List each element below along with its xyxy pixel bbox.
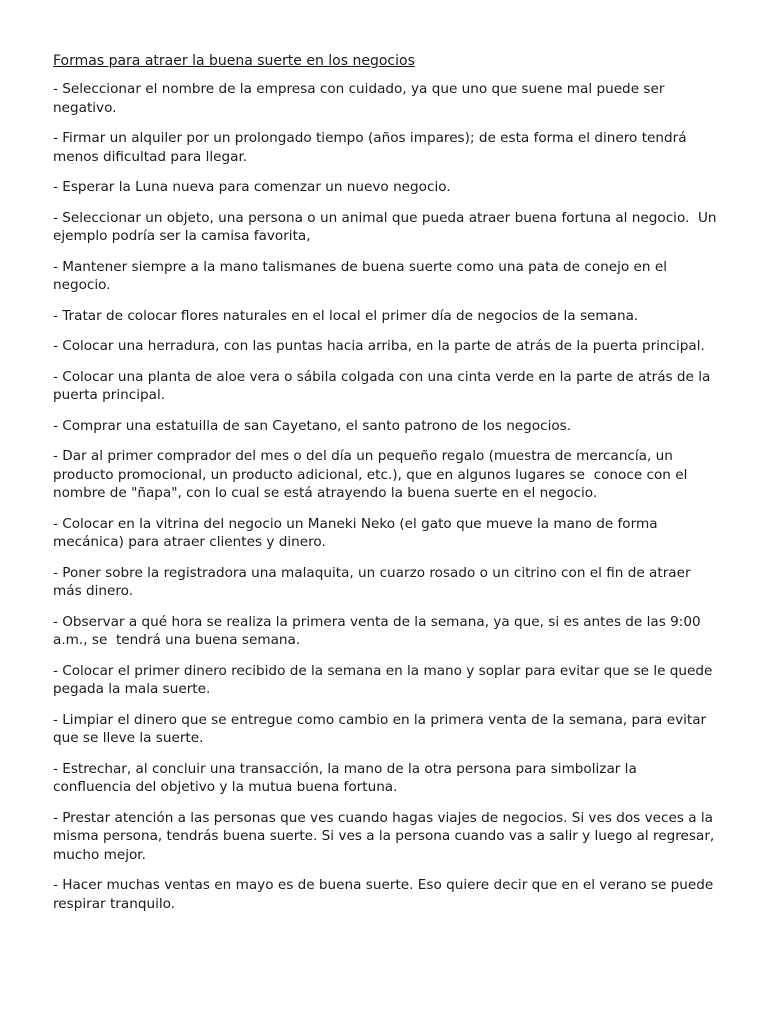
list-item: - Comprar una estatuilla de san Cayetano, el santo patrono de los negocios.	[53, 417, 572, 434]
list-item: - Dar al primer comprador del mes o del día un pequeño regalo (muestra de mercancía, un producto promocional, un producto adicional, etc.), que en algunos lugares se conoce con el nombre de "ñapa", con lo cual se está atrayendo la buena suerte en el negocio.	[53, 448, 692, 501]
list-item: - Seleccionar un objeto, una persona o un animal que pueda atraer buena fortuna al negocio. Un ejemplo podría ser la camisa favorita,	[53, 209, 721, 244]
list-item: - Mantener siempre a la mano talismanes de buena suerte como una pata de conejo en el negocio.	[53, 258, 672, 293]
list-item: - Colocar una planta de aloe vera o sábila colgada con una cinta verde en la parte de atrás de la puerta principal.	[53, 368, 715, 403]
list-item: - Tratar de colocar flores naturales en el local el primer día de negocios de la semana.	[53, 307, 639, 324]
list-item: - Seleccionar el nombre de la empresa con cuidado, ya que uno que suene mal puede ser negativo.	[53, 81, 669, 116]
list-item: - Firmar un alquiler por un prolongado tiempo (años impares); de esta forma el dinero tendrá menos dificultad para llegar.	[53, 130, 691, 165]
list-item: - Poner sobre la registradora una malaquita, un cuarzo rosado o un citrino con el fin de atraer más dinero.	[53, 564, 695, 599]
document-title: Formas para atraer la buena suerte en los negocios	[53, 53, 415, 69]
list-item: - Esperar la Luna nueva para comenzar un nuevo negocio.	[53, 179, 451, 195]
list-item: - Hacer muchas ventas en mayo es de buena suerte. Eso quiere decir que en el verano se puede respirar tranquilo.	[53, 877, 718, 912]
list-item: - Colocar una herradura, con las puntas hacia arriba, en la parte de atrás de la puerta principal.	[53, 338, 705, 354]
document-page	[53, 52, 721, 925]
list-item: - Prestar atención a las personas que ves cuando hagas viajes de negocios. Si ves dos veces a la misma persona, tendrás buena suerte. Si ves a la persona cuando vas a salir y luego al regresar, mucho mejor.	[53, 809, 719, 863]
list-item: - Colocar el primer dinero recibido de la semana en la mano y soplar para evitar que se le quede pegada la mala suerte.	[53, 662, 717, 697]
list-item: - Observar a qué hora se realiza la primera venta de la semana, ya que, si es antes de las 9:00 a.m., se tendrá una buena semana.	[53, 613, 705, 648]
list-item: - Colocar en la vitrina del negocio un Maneki Neko (el gato que mueve la mano de forma mecánica) para atraer clientes y dinero.	[53, 515, 662, 550]
list-item: - Estrechar, al concluir una transacción, la mano de la otra persona para simbolizar la confluencia del objetivo y la mutua buena fortuna.	[53, 760, 642, 795]
list-item: - Limpiar el dinero que se entregue como cambio en la primera venta de la semana, para evitar que se lleve la suerte.	[53, 711, 711, 746]
